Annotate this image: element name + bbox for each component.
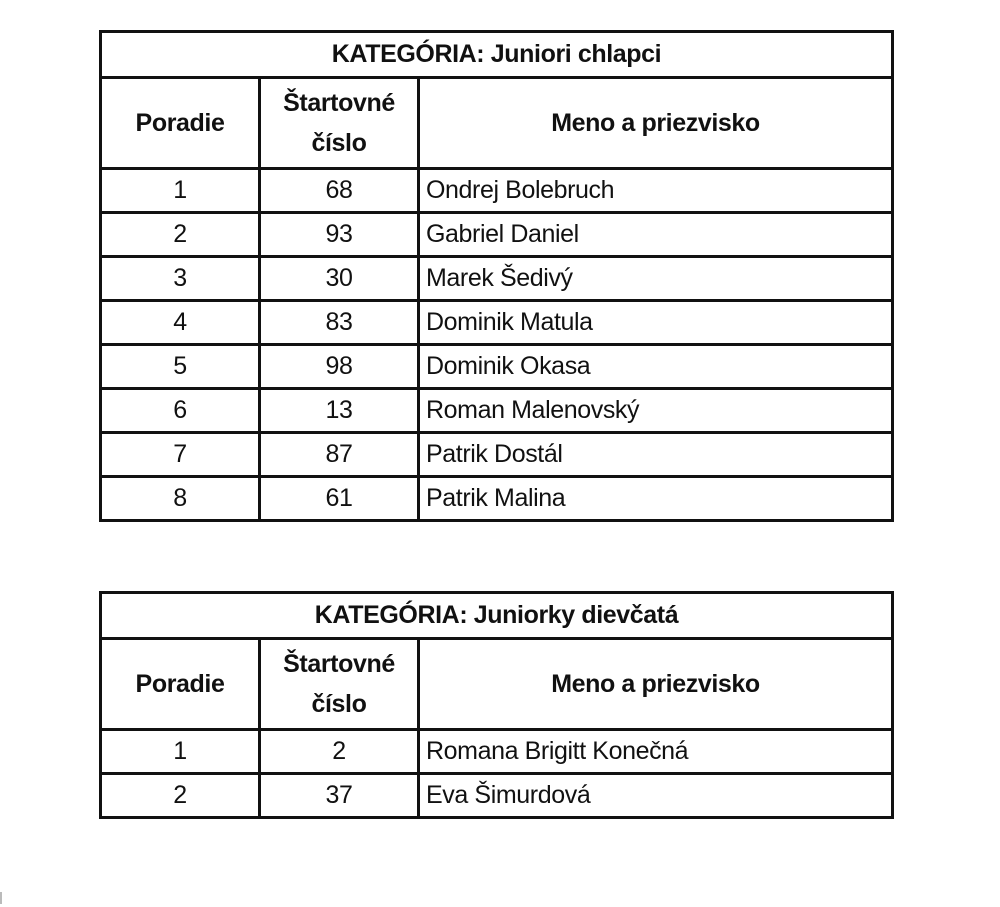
- table-row: [101, 257, 893, 301]
- rank-cell: 6: [101, 389, 260, 433]
- name-cell: Dominik Matula: [419, 301, 893, 345]
- results-table-juniorky-dievcata: [99, 591, 894, 819]
- name-cell: Dominik Okasa: [419, 345, 893, 389]
- table-row: [101, 345, 893, 389]
- results-table-juniori-chlapci: [99, 30, 894, 522]
- name-cell: Roman Malenovský: [419, 389, 893, 433]
- table-row: [101, 730, 893, 774]
- category-title: KATEGÓRIA: Juniori chlapci: [101, 32, 893, 78]
- category-title: KATEGÓRIA: Juniorky dievčatá: [101, 593, 893, 639]
- page-edge-mark: [0, 892, 2, 904]
- table-row: [101, 477, 893, 521]
- header-bib-line2: číslo: [311, 129, 367, 157]
- bib-cell: 2: [260, 730, 419, 774]
- rank-cell: 1: [101, 730, 260, 774]
- bib-cell: 13: [260, 389, 419, 433]
- header-rank: Poradie: [101, 78, 260, 169]
- bib-cell: 30: [260, 257, 419, 301]
- rank-cell: 5: [101, 345, 260, 389]
- table-row: [101, 301, 893, 345]
- bib-cell: 68: [260, 169, 419, 213]
- header-bib-line2: číslo: [311, 690, 367, 718]
- bib-cell: 87: [260, 433, 419, 477]
- table-row: [101, 433, 893, 477]
- rank-cell: 3: [101, 257, 260, 301]
- bib-cell: 93: [260, 213, 419, 257]
- name-cell: Eva Šimurdová: [419, 774, 893, 818]
- table-row: [101, 774, 893, 818]
- table-row: [101, 389, 893, 433]
- name-cell: Patrik Malina: [419, 477, 893, 521]
- name-cell: Romana Brigitt Konečná: [419, 730, 893, 774]
- rank-cell: 7: [101, 433, 260, 477]
- header-bib: [260, 639, 419, 730]
- rank-cell: 4: [101, 301, 260, 345]
- header-name: Meno a priezvisko: [419, 639, 893, 730]
- table-row: [101, 169, 893, 213]
- rank-cell: 1: [101, 169, 260, 213]
- table-row: [101, 213, 893, 257]
- bib-cell: 83: [260, 301, 419, 345]
- bib-cell: 61: [260, 477, 419, 521]
- rank-cell: 2: [101, 213, 260, 257]
- rank-cell: 2: [101, 774, 260, 818]
- name-cell: Patrik Dostál: [419, 433, 893, 477]
- header-bib: [260, 78, 419, 169]
- header-bib-line1: Štartovné: [283, 89, 395, 117]
- bib-cell: 98: [260, 345, 419, 389]
- rank-cell: 8: [101, 477, 260, 521]
- name-cell: Gabriel Daniel: [419, 213, 893, 257]
- header-bib-line1: Štartovné: [283, 650, 395, 678]
- header-name: Meno a priezvisko: [419, 78, 893, 169]
- name-cell: Marek Šedivý: [419, 257, 893, 301]
- bib-cell: 37: [260, 774, 419, 818]
- header-rank: Poradie: [101, 639, 260, 730]
- name-cell: Ondrej Bolebruch: [419, 169, 893, 213]
